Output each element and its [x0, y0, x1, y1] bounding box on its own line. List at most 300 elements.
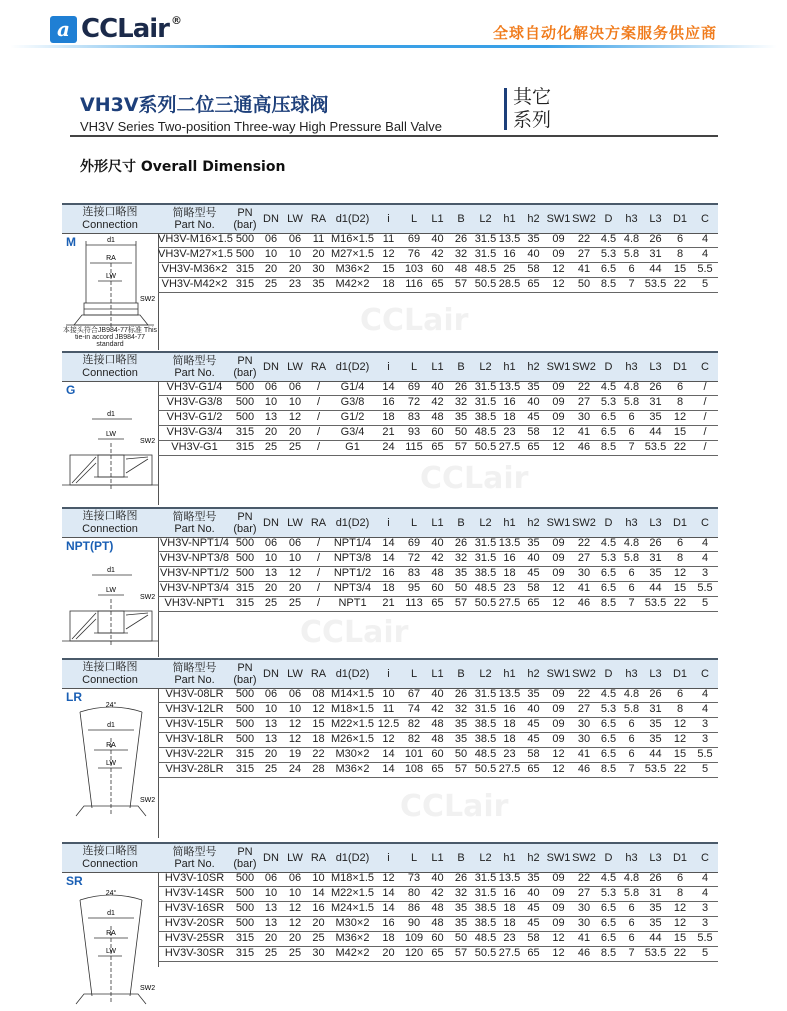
column-header-label: L [410, 852, 418, 864]
cell-value: / [316, 597, 321, 609]
table-row [158, 886, 718, 902]
column-header-label: LW [287, 361, 303, 373]
cell-value: 6.5 [600, 263, 617, 275]
column-header-label: SW2 [572, 668, 596, 680]
column-header-label: L2 [479, 668, 492, 680]
cell-value: 30 [577, 567, 591, 579]
cell-value: 5.5 [697, 582, 713, 594]
connection-header [62, 509, 158, 536]
cell-value: 58 [527, 426, 540, 438]
cell-value: 06 [288, 537, 302, 549]
cell-value: 15 [382, 263, 395, 275]
cell-value: 500 [235, 381, 255, 393]
cell-value: 26 [649, 233, 662, 245]
cell-value: 58 [527, 748, 540, 760]
cell-value: 35 [527, 537, 540, 549]
column-header-label: RA [310, 361, 327, 373]
cell-value: 86 [407, 902, 421, 914]
cell-value: 14 [382, 887, 395, 899]
table-row [158, 536, 718, 552]
cell-value: 40 [431, 233, 444, 245]
column-header-label: h2 [527, 213, 540, 225]
connection-header-cn: 连接口略图 [82, 510, 138, 522]
cell-value: 500 [235, 902, 255, 914]
svg-text:d1: d1 [107, 567, 115, 574]
column-header-label: h2 [527, 852, 540, 864]
cell-value: 6 [628, 567, 635, 579]
column-header [307, 509, 330, 537]
cell-value: 48 [431, 718, 444, 730]
cell-value: 10 [264, 396, 278, 408]
cell-value: / [316, 582, 321, 594]
cell-value: 500 [235, 718, 255, 730]
table-section-lr [62, 658, 718, 838]
cell-value: 31 [649, 396, 662, 408]
column-header-label: C [701, 517, 709, 529]
cell-value: 18 [382, 582, 395, 594]
connection-header-cn: 连接口略图 [82, 661, 138, 673]
cell-value: 73 [407, 872, 421, 884]
cell-value: 26 [454, 537, 468, 549]
table-row [158, 395, 718, 411]
cell-value: 32 [454, 887, 468, 899]
cell-value: 50 [577, 278, 591, 290]
column-header-label: SW2 [572, 361, 596, 373]
connection-type-label: NPT(PT) [66, 539, 114, 553]
cell-value: 48.5 [474, 932, 497, 944]
column-header [449, 844, 473, 872]
cell-value: 4 [701, 703, 709, 715]
svg-text:LW: LW [106, 948, 116, 955]
column-header-label: SW2 [572, 213, 596, 225]
column-header-label: i [387, 213, 390, 225]
cell-value: 5 [701, 278, 709, 290]
column-header [668, 660, 692, 688]
cell-value: 60 [431, 582, 444, 594]
cell-value: 22 [673, 597, 687, 609]
cell-value: 42 [431, 396, 444, 408]
cell-value: 30 [577, 902, 591, 914]
cell-value: 50 [454, 748, 468, 760]
cell-value: 500 [235, 396, 255, 408]
part-number: HV3V-16SR [164, 902, 225, 914]
column-header [546, 353, 571, 381]
column-header [473, 660, 498, 688]
column-header [283, 205, 307, 233]
column-header [643, 509, 668, 537]
cell-value: 50 [454, 582, 468, 594]
cell-value: 53.5 [644, 947, 667, 959]
svg-text:SW2: SW2 [140, 438, 156, 445]
column-header [546, 844, 571, 872]
cell-value: 50.5 [474, 441, 497, 453]
cell-value: 3 [701, 917, 709, 929]
column-header [473, 509, 498, 537]
cell-value: 8 [676, 887, 684, 899]
cell-value: 45 [527, 718, 540, 730]
column-header-label: SW1 [546, 213, 571, 225]
cell-value: 14 [312, 887, 325, 899]
column-header [307, 205, 330, 233]
cell-value: 31.5 [474, 381, 497, 393]
column-header-label: L1 [431, 668, 444, 680]
column-header [643, 205, 668, 233]
column-header [449, 509, 473, 537]
column-header [692, 660, 718, 688]
column-header-label: h1 [503, 852, 516, 864]
svg-text:LW: LW [106, 760, 116, 767]
cell-value: M42×2 [335, 947, 370, 959]
column-header [498, 844, 521, 872]
cell-value: 38.5 [474, 733, 497, 745]
cell-value: 18 [503, 733, 516, 745]
cell-value: 16 [382, 917, 395, 929]
column-header [375, 660, 402, 688]
svg-text:d1: d1 [107, 237, 115, 244]
cell-value: 4.8 [623, 381, 640, 393]
cell-value: 4 [701, 552, 709, 564]
column-header-label: d1(D2) [335, 852, 370, 864]
cell-value: 4 [701, 872, 709, 884]
logo-text: CCLair [81, 14, 170, 44]
cell-value: 12 [552, 932, 565, 944]
cell-value: 18 [503, 567, 516, 579]
cell-value: 74 [407, 703, 421, 715]
connection-drawing [62, 559, 158, 654]
cell-value: / [316, 426, 321, 438]
cell-value: 20 [264, 748, 278, 760]
part-number: VH3V-G3/8 [166, 396, 223, 408]
cell-value: 12 [552, 278, 565, 290]
cell-value: 7 [628, 278, 635, 290]
cell-value: 35 [649, 902, 662, 914]
cell-value: 8.5 [600, 947, 617, 959]
cell-value: 35 [454, 902, 468, 914]
cell-value: 500 [235, 733, 255, 745]
column-header-label: D [604, 213, 613, 225]
column-header [231, 844, 259, 872]
cell-value: 18 [503, 411, 516, 423]
part-number: HV3V-25SR [164, 932, 225, 944]
cell-value: 22 [577, 381, 591, 393]
cell-value: NPT1/2 [333, 567, 372, 579]
cell-value: 5.8 [623, 552, 640, 564]
svg-text:SW2: SW2 [140, 594, 156, 601]
cell-value: 10 [264, 552, 278, 564]
column-header [620, 509, 643, 537]
part-number: VH3V-18LR [165, 733, 224, 745]
cell-value: 103 [404, 263, 424, 275]
series-divider [504, 88, 507, 130]
column-header-label: C [701, 668, 709, 680]
column-header [375, 353, 402, 381]
column-header-label: L [410, 668, 418, 680]
cell-value: 15 [673, 582, 687, 594]
column-header-label: L1 [431, 517, 444, 529]
cell-value: 27 [577, 703, 591, 715]
cell-value: 6 [628, 748, 635, 760]
column-header-label: RA [310, 213, 327, 225]
cell-value: 315 [235, 582, 255, 594]
column-header-label: D1 [672, 517, 688, 529]
cell-value: 500 [235, 567, 255, 579]
cell-value: 6 [676, 537, 684, 549]
cell-value: 12 [673, 902, 687, 914]
column-header-label: 简略型号 Part No. [172, 662, 217, 686]
cell-value: 06 [288, 688, 302, 700]
cell-value: 12 [552, 597, 565, 609]
column-header-label: h1 [503, 361, 516, 373]
cell-value: 23 [503, 426, 516, 438]
cell-value: 5.3 [600, 552, 617, 564]
cell-value: M36×2 [335, 932, 370, 944]
cell-value: / [316, 396, 321, 408]
cell-value: 3 [701, 733, 709, 745]
cell-value: 8 [676, 703, 684, 715]
cell-value: 30 [312, 263, 325, 275]
cell-value: 32 [454, 552, 468, 564]
cell-value: / [703, 441, 707, 453]
cell-value: 45 [527, 411, 540, 423]
column-header [426, 205, 449, 233]
column-header [231, 353, 259, 381]
cell-value: 48 [431, 902, 444, 914]
cell-value: 12 [288, 902, 302, 914]
table-row [158, 440, 718, 456]
cell-value: 4 [701, 887, 709, 899]
column-header-label: 简略型号 Part No. [172, 511, 217, 535]
cell-value: 12 [552, 763, 565, 775]
table-row [158, 596, 718, 612]
cell-value: 40 [431, 381, 444, 393]
cell-value: G3/4 [340, 426, 365, 438]
column-header [449, 353, 473, 381]
cell-value: 23 [288, 278, 302, 290]
column-header [375, 509, 402, 537]
connection-header-cn: 连接口略图 [82, 845, 138, 857]
cell-value: 6.5 [600, 748, 617, 760]
svg-text:d1: d1 [107, 722, 115, 729]
cell-value: 26 [649, 688, 662, 700]
cell-value: 12 [552, 748, 565, 760]
cell-value: 31.5 [474, 537, 497, 549]
column-header [330, 205, 375, 233]
cell-value: 82 [407, 718, 421, 730]
column-header-label: d1(D2) [335, 668, 370, 680]
cell-value: 14 [382, 552, 395, 564]
cell-value: 6.5 [600, 567, 617, 579]
column-header [375, 205, 402, 233]
column-header-label: L2 [479, 361, 492, 373]
cell-value: 4 [701, 248, 709, 260]
cell-value: 40 [431, 872, 444, 884]
cell-value: 500 [235, 688, 255, 700]
part-number: VH3V-G1/4 [166, 381, 223, 393]
column-header [498, 205, 521, 233]
cell-value: 27.5 [498, 597, 521, 609]
cell-value: M22×1.5 [330, 718, 375, 730]
cell-value: 06 [288, 872, 302, 884]
cell-value: 09 [552, 233, 565, 245]
cell-value: 09 [552, 381, 565, 393]
cell-value: 32 [454, 248, 468, 260]
cell-value: 10 [264, 887, 278, 899]
cell-value: 40 [527, 552, 540, 564]
cell-value: 06 [288, 381, 302, 393]
svg-text:LW: LW [106, 587, 116, 594]
part-number: VH3V-12LR [165, 703, 224, 715]
cell-value: 48.5 [474, 263, 497, 275]
cell-value: 12 [673, 411, 687, 423]
cell-value: 20 [264, 426, 278, 438]
page-title-cn: VH3V系列二位三通高压球阀 [80, 94, 329, 116]
cell-value: 46 [577, 947, 591, 959]
table-row [158, 687, 718, 703]
cell-value: 20 [264, 263, 278, 275]
column-header [283, 660, 307, 688]
cell-value: 500 [235, 411, 255, 423]
svg-text:24°: 24° [105, 702, 117, 709]
column-header-label: B [457, 852, 465, 864]
svg-text:RA: RA [106, 742, 116, 749]
cell-value: NPT3/8 [333, 552, 372, 564]
cell-value: 35 [454, 567, 468, 579]
cell-value: 500 [235, 552, 255, 564]
cell-value: 16 [382, 396, 395, 408]
table-row [158, 762, 718, 778]
cell-value: 25 [264, 597, 278, 609]
column-header [692, 205, 718, 233]
column-header-label: h3 [625, 517, 638, 529]
column-header-label: D [604, 361, 613, 373]
cell-value: 315 [235, 947, 255, 959]
column-header [668, 509, 692, 537]
cell-value: NPT1 [338, 597, 367, 609]
registered-mark: ® [171, 14, 182, 27]
cell-value: 12.5 [377, 718, 400, 730]
cell-value: 58 [527, 263, 540, 275]
cell-value: / [316, 537, 321, 549]
column-header-label: i [387, 668, 390, 680]
cell-value: 25 [264, 278, 278, 290]
column-header [597, 353, 620, 381]
cell-value: 09 [552, 688, 565, 700]
cell-value: 35 [454, 718, 468, 730]
cell-value: 15 [312, 718, 325, 730]
cell-value: 30 [577, 733, 591, 745]
column-header-label: L3 [649, 852, 662, 864]
column-header-label: 简略型号 Part No. [172, 355, 217, 379]
cell-value: 80 [407, 887, 421, 899]
connection-header-en: Connection [82, 858, 138, 870]
svg-text:RA: RA [106, 255, 116, 262]
column-header-label: D1 [672, 213, 688, 225]
table-row [158, 551, 718, 567]
cell-value: 44 [649, 582, 662, 594]
column-header-label: d1(D2) [335, 517, 370, 529]
column-header [521, 509, 546, 537]
column-header [473, 844, 498, 872]
table-row [158, 916, 718, 932]
cell-value: 69 [407, 537, 421, 549]
cell-value: 22 [673, 441, 687, 453]
cell-value: 14 [382, 902, 395, 914]
cell-value: 76 [407, 248, 421, 260]
cell-value: 65 [431, 763, 444, 775]
cell-value: 6.5 [600, 718, 617, 730]
part-number: HV3V-10SR [164, 872, 225, 884]
cell-value: 13 [264, 718, 278, 730]
cell-value: 06 [264, 233, 278, 245]
cell-value: 315 [235, 597, 255, 609]
column-header-label: h1 [503, 668, 516, 680]
column-header-label: L [410, 361, 418, 373]
cell-value: 13.5 [498, 233, 521, 245]
cell-value: 65 [527, 763, 540, 775]
cell-value: 25 [264, 763, 278, 775]
cell-value: 12 [288, 567, 302, 579]
cell-value: 5.3 [600, 703, 617, 715]
cell-value: 6 [628, 902, 635, 914]
cell-value: M22×1.5 [330, 887, 375, 899]
column-header [571, 660, 597, 688]
cell-value: 25 [264, 947, 278, 959]
cell-value: 7 [628, 441, 635, 453]
cell-value: M18×1.5 [330, 872, 375, 884]
column-header-label: L3 [649, 213, 662, 225]
column-header-label: B [457, 361, 465, 373]
cell-value: 30 [312, 947, 325, 959]
cell-value: 31 [649, 552, 662, 564]
cell-value: 09 [552, 718, 565, 730]
column-header [283, 844, 307, 872]
column-header [330, 353, 375, 381]
cell-value: 109 [404, 932, 424, 944]
series-label [513, 86, 551, 132]
cell-value: 315 [235, 932, 255, 944]
cell-value: 15 [673, 426, 687, 438]
cell-value: 8 [676, 248, 684, 260]
cell-value: / [703, 426, 707, 438]
cell-value: 120 [404, 947, 424, 959]
table-header [62, 658, 718, 689]
cell-value: 83 [407, 411, 421, 423]
cell-value: 315 [235, 748, 255, 760]
connection-drawing [62, 403, 158, 498]
column-header [158, 205, 231, 233]
cell-value: M42×2 [335, 278, 370, 290]
cell-value: 31.5 [474, 872, 497, 884]
svg-text:24°: 24° [105, 890, 117, 897]
column-header [426, 353, 449, 381]
cell-value: 6.5 [600, 902, 617, 914]
column-header-label: h1 [503, 517, 516, 529]
column-header-label: L3 [649, 361, 662, 373]
cell-value: 5.3 [600, 887, 617, 899]
logo-icon: a [50, 16, 77, 43]
column-header [546, 509, 571, 537]
cell-value: 31.5 [474, 248, 497, 260]
cell-value: 16 [382, 567, 395, 579]
column-header [330, 660, 375, 688]
part-number: VH3V-G1 [171, 441, 218, 453]
cell-value: 6.5 [600, 411, 617, 423]
part-number: VH3V-NPT1/4 [159, 537, 230, 549]
cell-value: 42 [431, 703, 444, 715]
cell-value: 16 [503, 887, 516, 899]
column-header-label: PN (bar) [233, 207, 257, 231]
cell-value: 20 [382, 947, 395, 959]
